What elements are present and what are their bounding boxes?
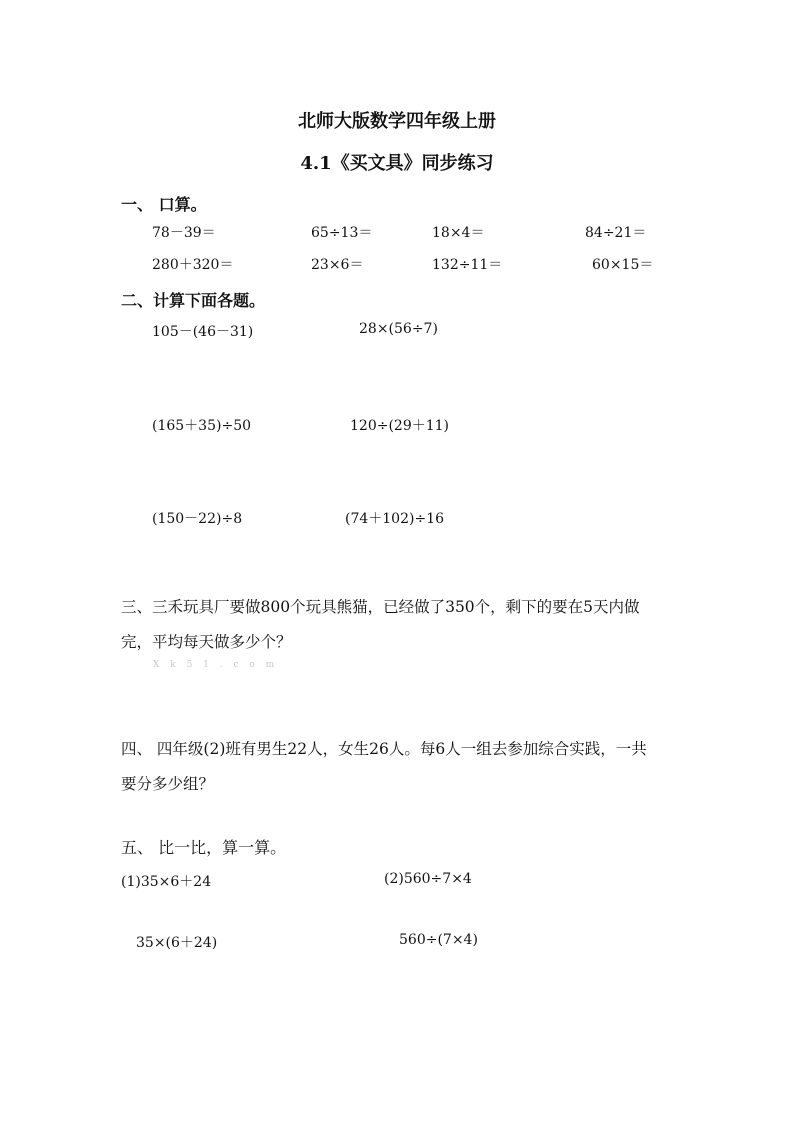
calc-item: 120÷(29＋11) — [350, 418, 450, 434]
oral-calc-item: 280＋320＝ — [152, 257, 234, 273]
calc-item: (150－22)÷8 — [152, 511, 243, 527]
compare-item: (2)560÷7×4 — [384, 871, 472, 887]
calc-item: (165＋35)÷50 — [152, 418, 252, 434]
section-5-heading: 五、 比一比，算一算。 — [121, 838, 287, 857]
section-4-question-line-2: 要分多少组？ — [121, 775, 215, 793]
compare-item: 35×(6＋24) — [136, 935, 218, 951]
page-subtitle: 4.1《买文具》同步练习 — [300, 153, 494, 174]
compare-item: (1)35×6＋24 — [121, 874, 212, 890]
page-title: 北师大版数学四年级上册 — [298, 111, 496, 132]
section-3-question-line-2: 完，平均每天做多少个？ — [121, 633, 292, 651]
section-3-question-line-1: 三、三禾玩具厂要做800个玩具熊猫，已经做了350个，剩下的要在5天内做 — [121, 598, 640, 616]
oral-calc-item: 132÷11＝ — [432, 257, 503, 273]
oral-calc-item: 78－39＝ — [152, 225, 216, 241]
oral-calc-item: 84÷21＝ — [585, 225, 647, 241]
section-2-heading: 二、计算下面各题。 — [121, 291, 266, 310]
oral-calc-item: 65÷13＝ — [311, 225, 373, 241]
calc-item: 105－(46－31) — [152, 324, 254, 340]
oral-calc-item: 23×6＝ — [311, 257, 364, 273]
section-1-heading: 一、 口算。 — [121, 195, 207, 214]
watermark: X k 5 1 . c o m — [153, 660, 279, 670]
calc-item: 28×(56÷7) — [359, 321, 438, 337]
compare-item: 560÷(7×4) — [399, 932, 478, 948]
calc-item: (74＋102)÷16 — [345, 511, 445, 527]
oral-calc-item: 18×4＝ — [432, 225, 485, 241]
section-4-question-line-1: 四、 四年级(2)班有男生22人，女生26人。每6人一组去参加综合实践，一共 — [121, 740, 647, 758]
oral-calc-item: 60×15＝ — [592, 257, 654, 273]
